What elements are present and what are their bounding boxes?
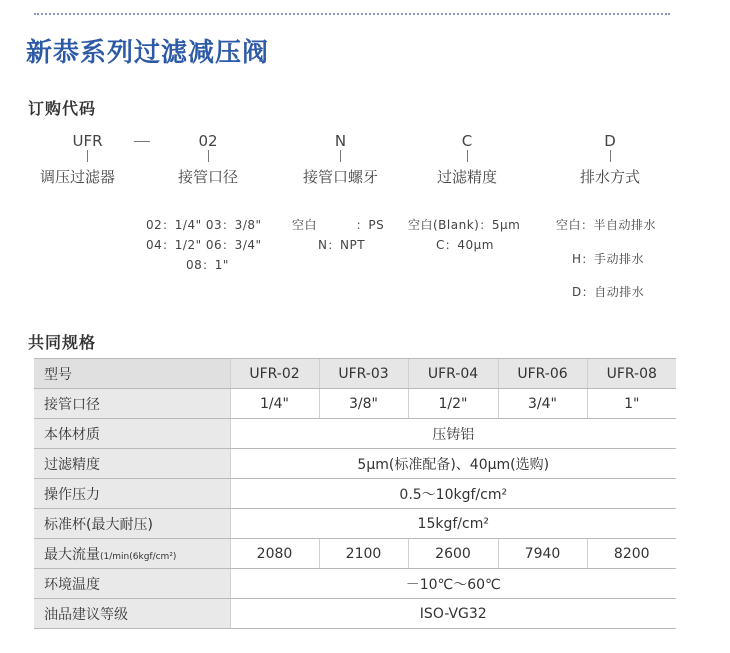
row-label: 操作压力: [34, 479, 230, 509]
table-row: [34, 599, 676, 629]
model-cell: UFR-08: [587, 359, 676, 389]
top-dotted-divider: [34, 13, 670, 15]
code-prefix-label: 调压过滤器: [40, 168, 116, 186]
code-separator: [134, 141, 150, 142]
operating-pressure-cell: 0.5～10kgf/cm²: [230, 479, 676, 509]
flow-cell: 2080: [230, 539, 319, 569]
port-option: 04：1/2" 06：3/4": [146, 238, 262, 252]
code-port-value: 02: [198, 132, 218, 150]
code-port: [178, 132, 238, 187]
row-label: 型号: [34, 359, 230, 389]
code-drain: [580, 132, 640, 187]
code-thread: [303, 132, 378, 187]
standard-cup-cell: 15kgf/cm²: [230, 509, 676, 539]
flow-cell: 8200: [587, 539, 676, 569]
code-tick: [610, 150, 611, 162]
thread-option: 空白 ：PS: [292, 218, 385, 232]
port-option: 02：1/4" 03：3/8": [146, 218, 262, 232]
code-filter-label: 过滤精度: [437, 168, 498, 186]
code-filter: [437, 132, 497, 187]
flow-label-unit: (1/min(6kgf/cm²): [100, 551, 177, 562]
code-drain-label: 排水方式: [580, 168, 641, 186]
code-prefix-value: UFR: [72, 132, 103, 150]
flow-cell: 2100: [319, 539, 408, 569]
port-cell: 3/8": [319, 389, 408, 419]
port-cell: 1/2": [408, 389, 498, 419]
page-title: 新恭系列过滤减压阀: [26, 38, 270, 68]
code-thread-value: N: [334, 132, 347, 150]
code-drain-value: D: [604, 132, 616, 150]
row-label: 接管口径: [34, 389, 230, 419]
row-label: 过滤精度: [34, 449, 230, 479]
spec-table: [34, 358, 676, 629]
filter-option: 空白(Blank)：5μm: [408, 218, 521, 232]
flow-cell: 7940: [498, 539, 587, 569]
row-label: 标准杯(最大耐压): [34, 509, 230, 539]
row-label: 本体材质: [34, 419, 230, 449]
code-thread-label: 接管口螺牙: [303, 168, 379, 186]
model-cell: UFR-04: [408, 359, 498, 389]
port-cell: 1/4": [230, 389, 319, 419]
drain-option: H：手动排水: [572, 252, 645, 266]
row-label: 环境温度: [34, 569, 230, 599]
table-row: [34, 479, 676, 509]
thread-option: N：NPT: [318, 238, 366, 252]
filter-option: C：40μm: [436, 238, 494, 252]
table-row: [34, 569, 676, 599]
code-tick: [208, 150, 209, 162]
port-cell: 1": [587, 389, 676, 419]
filter-accuracy-cell: 5μm(标准配备)、40μm(选购): [230, 449, 676, 479]
table-row: [34, 449, 676, 479]
row-label: 油品建议等级: [34, 599, 230, 629]
flow-cell: 2600: [408, 539, 498, 569]
drain-option: 空白：半自动排水: [556, 218, 657, 232]
code-filter-value: C: [461, 132, 473, 150]
table-row: [34, 359, 676, 389]
model-cell: UFR-02: [230, 359, 319, 389]
port-cell: 3/4": [498, 389, 587, 419]
ambient-temp-cell: －10℃～60℃: [230, 569, 676, 599]
table-row: [34, 389, 676, 419]
table-row: [34, 509, 676, 539]
body-material-cell: 压铸铝: [230, 419, 676, 449]
code-port-label: 接管口径: [178, 168, 239, 186]
port-option: 08：1": [186, 258, 229, 272]
ordering-heading: 订购代码: [28, 99, 97, 118]
table-row: [34, 419, 676, 449]
spec-heading: 共同规格: [28, 333, 97, 352]
code-tick: [467, 150, 468, 162]
code-tick: [340, 150, 341, 162]
row-label: [34, 539, 230, 569]
model-cell: UFR-06: [498, 359, 587, 389]
model-cell: UFR-03: [319, 359, 408, 389]
code-tick: [87, 150, 88, 162]
code-prefix: [40, 132, 116, 187]
flow-label: 最大流量: [44, 546, 100, 563]
drain-option: D：自动排水: [572, 285, 645, 299]
oil-grade-cell: ISO-VG32: [230, 599, 676, 629]
table-row: [34, 539, 676, 569]
